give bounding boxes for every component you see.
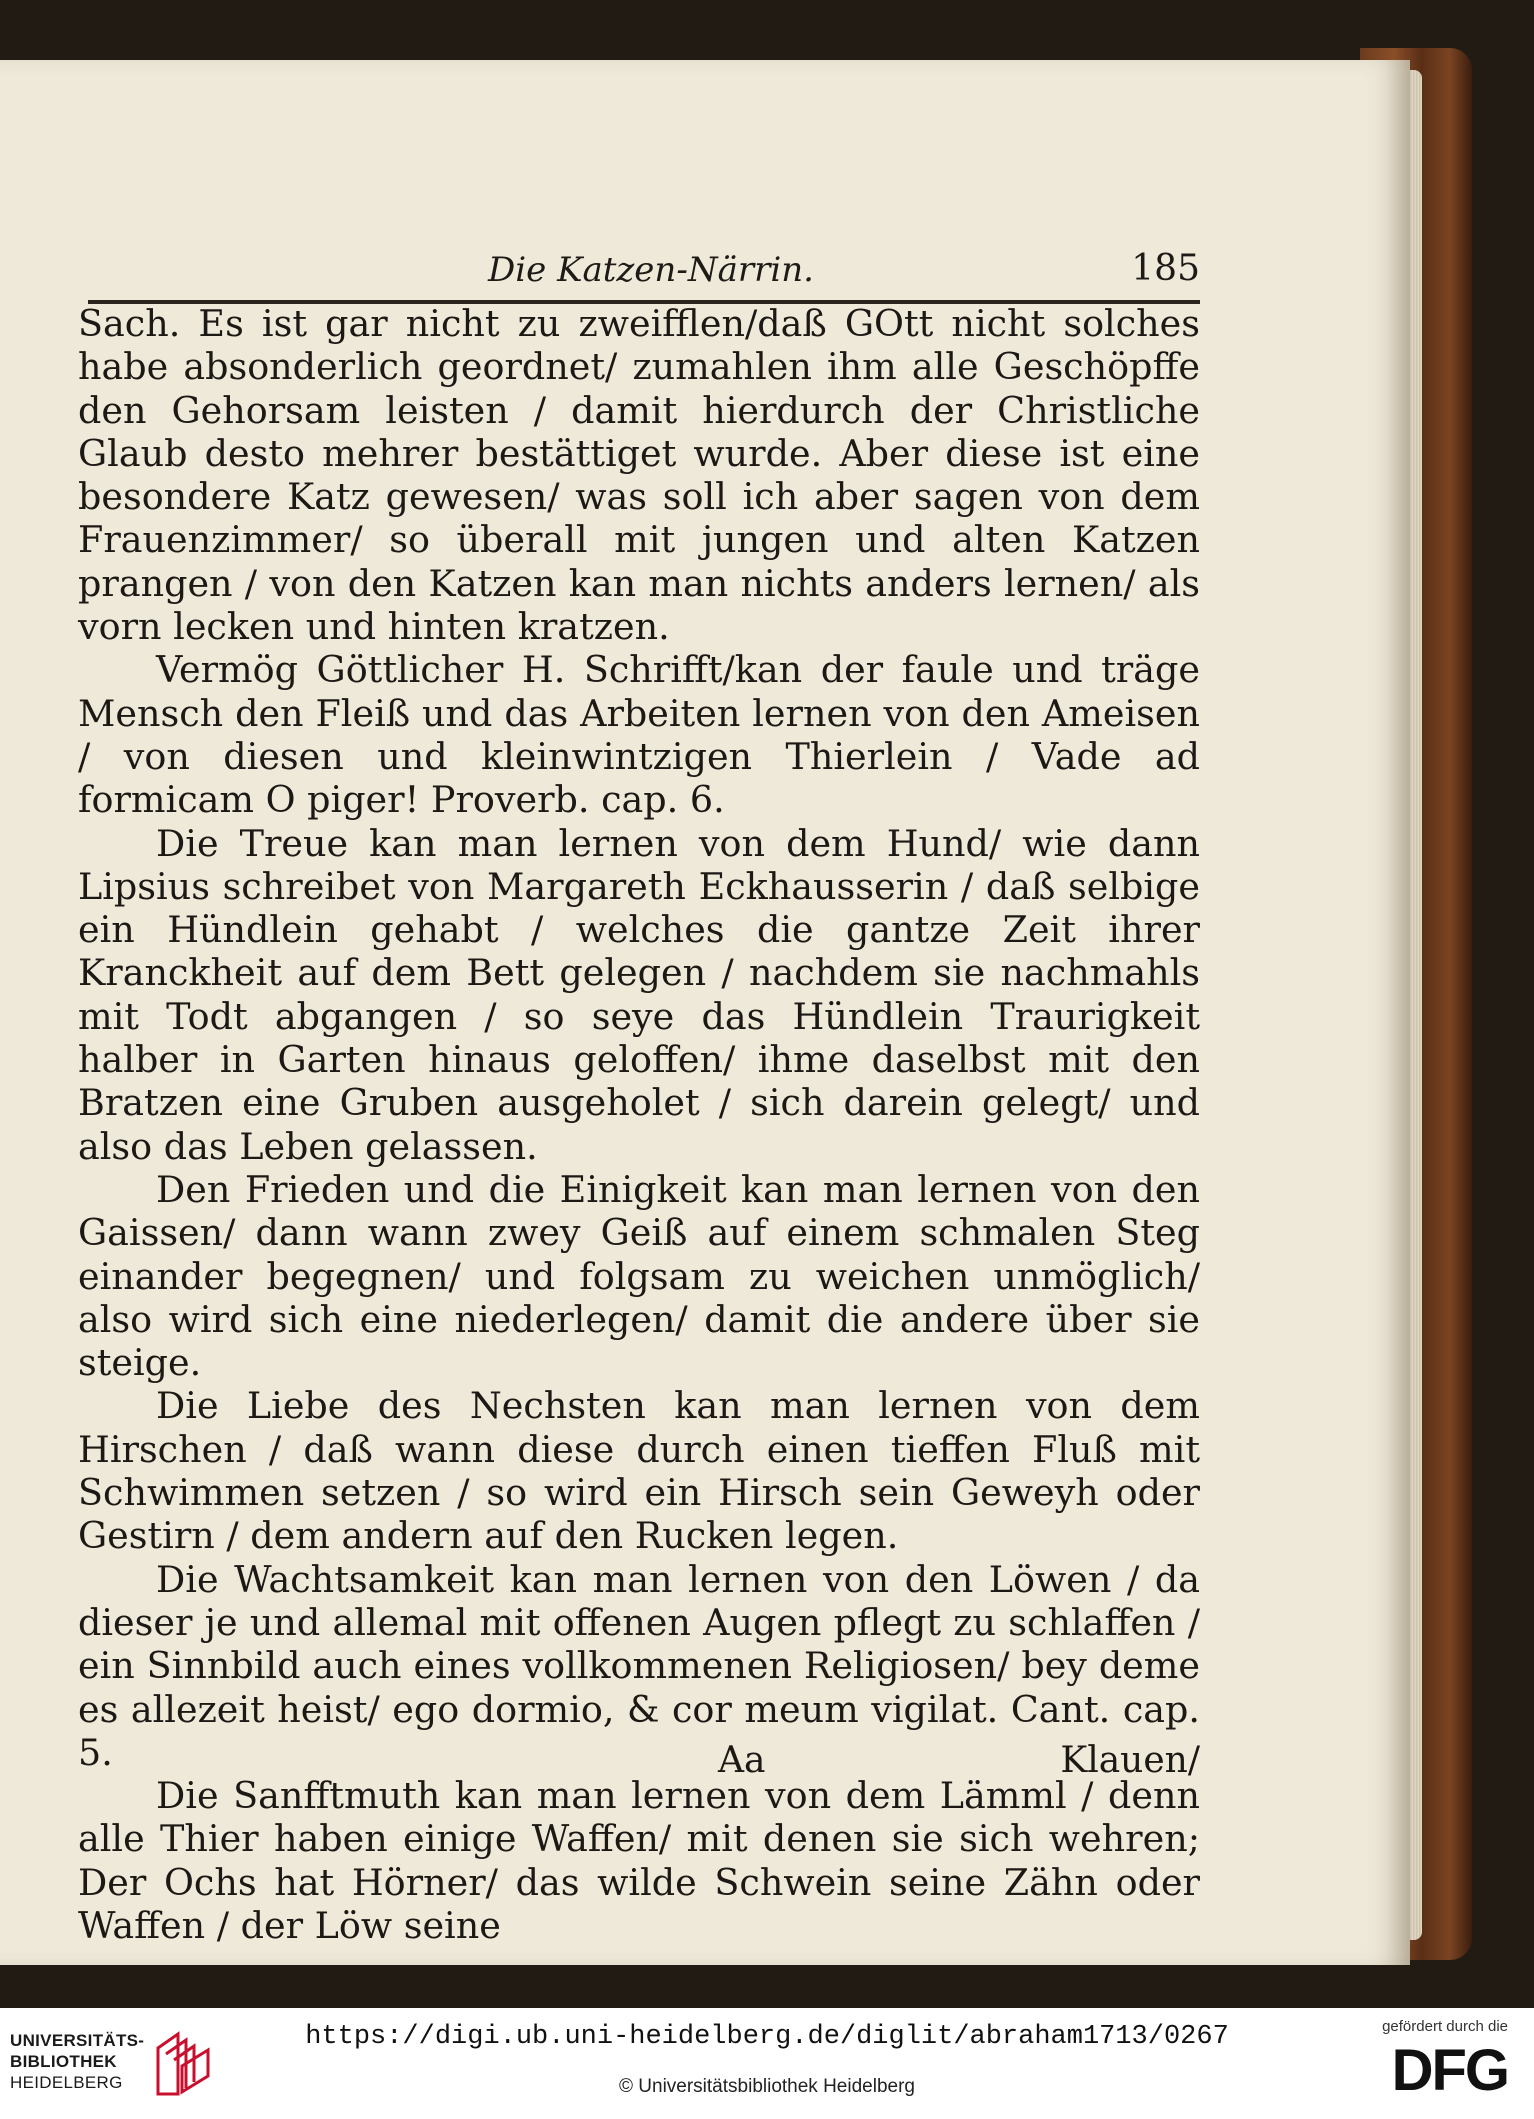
body-text [78, 302, 1200, 1947]
dfg-logo: DFG [1391, 2038, 1508, 2103]
library-banner [0, 2008, 1534, 2119]
paragraph: Vermög Göttlicher H. Schrifft/kan der faule und träge Mensch den Fleiß und das Arbeiten lernen von den Ameisen / von diesen und kleinwintzigen Thierlein / Vade ad formicam O piger! Proverb. cap. 6. [78, 648, 1200, 822]
funding-note: gefördert durch die [1382, 2018, 1508, 2035]
page-footer [78, 1740, 1200, 1790]
page-number: 185 [1131, 248, 1200, 289]
paragraph: Die Liebe des Nechsten kan man lernen von dem Hirschen / daß wann diese durch einen tieffen Fluß mit Schwimmen setzen / so wird ein Hirsch sein Geweyh oder Gestirn / dem andern auf den Rucken legen. [78, 1384, 1200, 1558]
paragraph: Die Wachtsamkeit kan man lernen von den Löwen / da dieser je und allemal mit offenen Augen pflegt zu schlaffen / ein Sinnbild auch eines vollkommenen Religiosen/ bey deme es allezeit heist/ ego dormio, & cor meum vigilat. Cant. cap. 5. [78, 1557, 1200, 1774]
paragraph: Den Frieden und die Einigkeit kan man lernen von den Gaissen/ dann wann zwey Geiß auf einem schmalen Steg einander begegnen/ und folgsam zu weichen unmöglich/ also wird sich eine niederlegen/ damit die andere über sie steige. [78, 1167, 1200, 1385]
library-name-line3: HEIDELBERG [10, 2073, 123, 2092]
running-title: Die Katzen-Närrin. [488, 250, 814, 290]
permalink-url[interactable]: https://digi.ub.uni-heidelberg.de/diglit/abraham1713/0267 [305, 2022, 1229, 2052]
page-header [88, 190, 1200, 300]
paragraph: Sach. Es ist gar nicht zu zweifflen/daß GOtt nicht solches habe absonderlich geordnet/ zumahlen ihm alle Geschöpffe den Gehorsam leisten / damit hierdurch der Christliche Glaub desto mehrer bestättiget wurde. Aber diese ist eine besondere Katz gewesen/ was soll ich aber sagen von dem Frauenzimmer/ so überall mit jungen und alten Katzen prangen / von den Katzen kan man nichts anders lernen/ als vorn lecken und hinten kratzen. [78, 302, 1200, 649]
copyright-notice: © Universitätsbibliothek Heidelberg [619, 2076, 915, 2097]
library-name-line1: UNIVERSITÄTS- [10, 2031, 145, 2050]
signature-mark: Aa [718, 1740, 766, 1781]
paragraph: Die Treue kan man lernen von dem Hund/ wie dann Lipsius schreibet von Margareth Eckhausserin / daß selbige ein Hündlein gehabt / welches die gantze Zeit ihrer Kranckheit auf dem Bett gelegen / nachdem sie nachmahls mit Todt abgangen / so seye das Hündlein Traurigkeit halber in Garten hinaus geloffen/ ihme daselbst mit den Bratzen eine Gruben ausgeholet / sich darein gelegt/ und also das Leben gelassen. [78, 821, 1200, 1168]
catchword: Klauen/ [1060, 1740, 1200, 1781]
paragraph: Die Sanfftmuth kan man lernen von dem Lämml / denn alle Thier haben einige Waffen/ mit denen sie sich wehren; Der Ochs hat Hörner/ das wilde Schwein seine Zähn oder Waffen / der Löw seine [78, 1774, 1200, 1947]
library-name-line2: BIBLIOTHEK [10, 2052, 117, 2071]
